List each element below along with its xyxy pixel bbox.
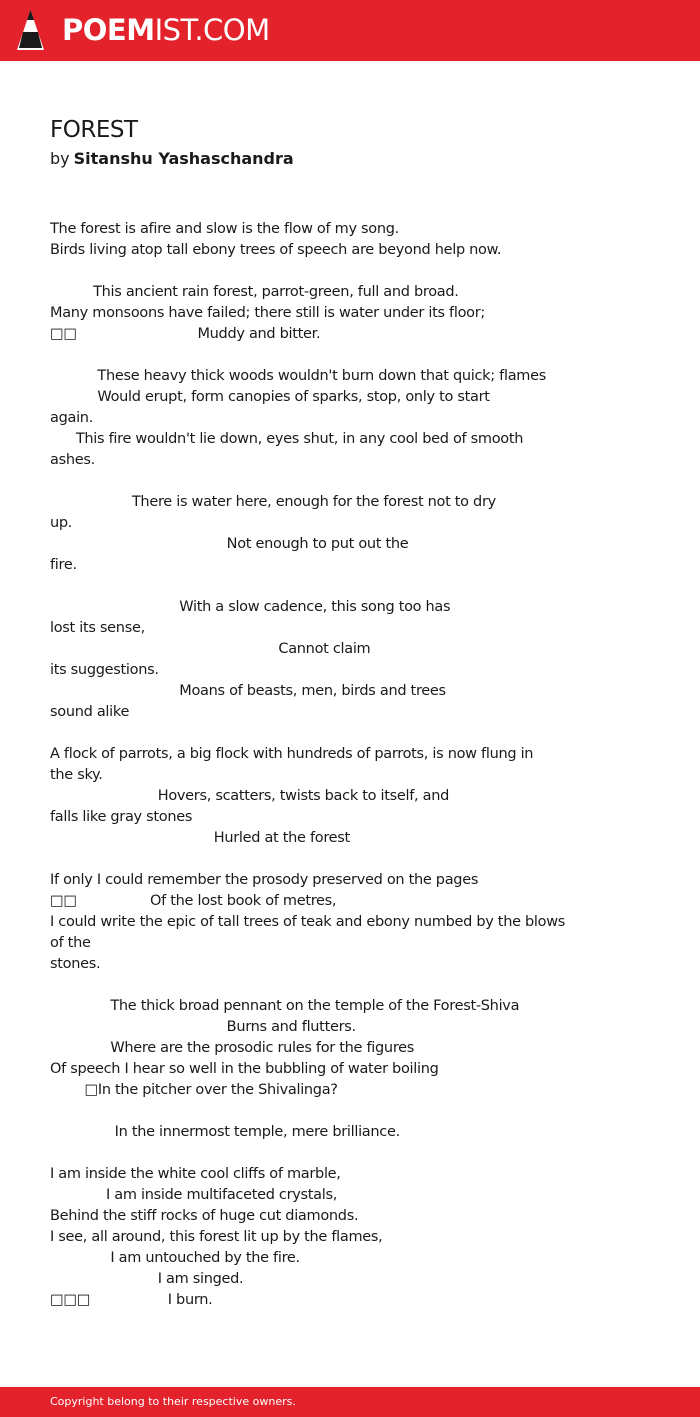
site-footer bbox=[0, 1387, 700, 1417]
poem-line: I am inside the white cool cliffs of marble, bbox=[50, 1166, 341, 1182]
poem-line: In the innermost temple, mere brilliance. bbox=[50, 1124, 400, 1140]
poem-line: up. bbox=[50, 515, 73, 531]
poem-line: falls like gray stones bbox=[50, 809, 193, 825]
poem-line: I see, all around, this forest lit up by the flames, bbox=[50, 1229, 383, 1245]
poem-line: Hovers, scatters, twists back to itself, and bbox=[50, 788, 450, 804]
site-header bbox=[0, 0, 700, 61]
poem-line: Burns and flutters. bbox=[50, 1019, 356, 1035]
poem-line: This fire wouldn't lie down, eyes shut, in any cool bed of smooth bbox=[50, 431, 524, 447]
poem-line: stones. bbox=[50, 956, 101, 972]
poem-line: Moans of beasts, men, birds and trees bbox=[50, 683, 446, 699]
poem-line: □□ Of the lost book of metres, bbox=[50, 893, 337, 909]
poem-line bbox=[50, 261, 650, 282]
poem-line: I am untouched by the fire. bbox=[50, 1250, 300, 1266]
poem-line: A flock of parrots, a big flock with hundreds of parrots, is now flung in bbox=[50, 746, 534, 762]
site-logo-text[interactable] bbox=[62, 11, 270, 49]
poem-title: FOREST bbox=[50, 117, 138, 143]
poem-line: Many monsoons have failed; there still is water under its floor; bbox=[50, 305, 485, 321]
poem-line: There is water here, enough for the forest not to dry bbox=[50, 494, 496, 510]
poem-line: ashes. bbox=[50, 452, 95, 468]
poem-line bbox=[50, 471, 650, 492]
author-name[interactable]: Sitanshu Yashaschandra bbox=[73, 149, 294, 168]
poem-line bbox=[50, 1143, 650, 1164]
copyright-text: Copyright belong to their respective owners. bbox=[50, 1395, 296, 1408]
poem-line: □□ Muddy and bitter. bbox=[50, 326, 321, 342]
poem-line: Hurled at the forest bbox=[50, 830, 350, 846]
by-label: by bbox=[50, 149, 70, 168]
poem-line: The thick broad pennant on the temple of the Forest-Shiva bbox=[50, 998, 520, 1014]
poem-line: again. bbox=[50, 410, 94, 426]
poem-line: Not enough to put out the bbox=[50, 536, 409, 552]
poem-line: of the bbox=[50, 935, 91, 951]
poem-line: □□□ I burn. bbox=[50, 1292, 213, 1308]
poem-line: lost its sense, bbox=[50, 620, 145, 636]
poem-line: Behind the stiff rocks of huge cut diamonds. bbox=[50, 1208, 359, 1224]
poem-line: sound alike bbox=[50, 704, 130, 720]
poem-line: Cannot claim bbox=[50, 641, 371, 657]
poem-line bbox=[50, 975, 650, 996]
poem-line: its suggestions. bbox=[50, 662, 159, 678]
poem-line bbox=[50, 1101, 650, 1122]
pencil-tip-icon[interactable] bbox=[17, 10, 44, 50]
brand-light-text: IST.COM bbox=[154, 13, 270, 47]
byline bbox=[50, 149, 294, 168]
poem-line: I could write the epic of tall trees of teak and ebony numbed by the blows bbox=[50, 914, 566, 930]
poem-line: With a slow cadence, this song too has bbox=[50, 599, 451, 615]
poem-line: Birds living atop tall ebony trees of speech are beyond help now. bbox=[50, 242, 502, 258]
poem-line bbox=[50, 345, 650, 366]
poem-line: the sky. bbox=[50, 767, 103, 783]
brand-bold-text: POEM bbox=[62, 13, 155, 47]
poem-line: I am singed. bbox=[50, 1271, 244, 1287]
poem-line: Of speech I hear so well in the bubbling of water boiling bbox=[50, 1061, 439, 1077]
poem-body bbox=[50, 219, 650, 1311]
poem-line: □In the pitcher over the Shivalinga? bbox=[50, 1082, 338, 1098]
poem-line: If only I could remember the prosody preserved on the pages bbox=[50, 872, 479, 888]
poem-line bbox=[50, 849, 650, 870]
poem-line bbox=[50, 723, 650, 744]
poem-line: I am inside multifaceted crystals, bbox=[50, 1187, 338, 1203]
poem-line: fire. bbox=[50, 557, 77, 573]
poem-line: These heavy thick woods wouldn't burn down that quick; flames bbox=[50, 368, 546, 384]
poem-line: The forest is afire and slow is the flow of my song. bbox=[50, 221, 399, 237]
poem-line: Where are the prosodic rules for the figures bbox=[50, 1040, 415, 1056]
poem-line bbox=[50, 576, 650, 597]
poem-line: This ancient rain forest, parrot-green, full and broad. bbox=[50, 284, 459, 300]
poem-line: Would erupt, form canopies of sparks, stop, only to start bbox=[50, 389, 490, 405]
